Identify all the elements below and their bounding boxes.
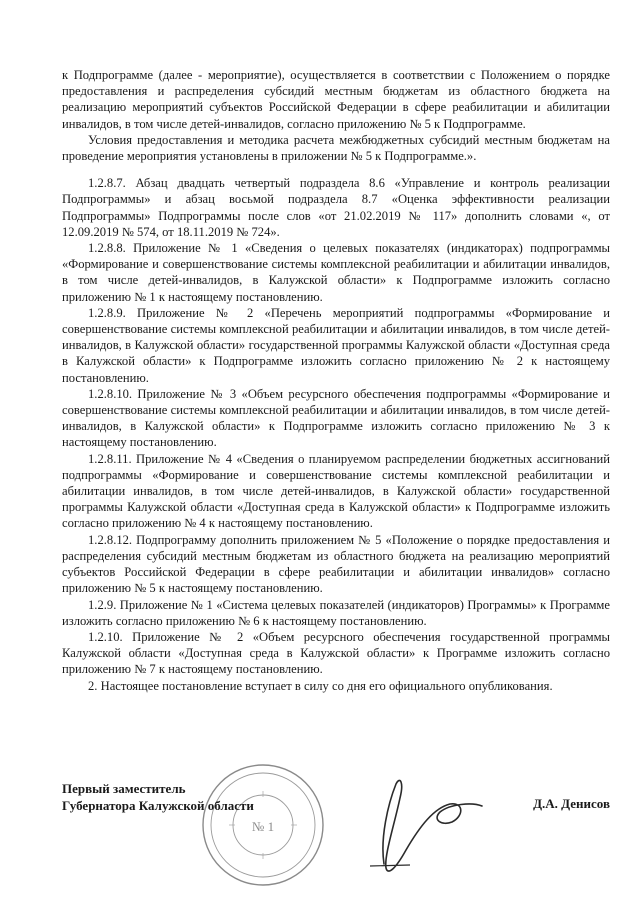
signatory-title-line-1: Первый заместитель xyxy=(62,781,186,796)
paragraph-1-2-8-12: 1.2.8.12. Подпрограмму дополнить приложением № 5 «Положение о порядке предоставления и распределения субсидий местным бюджетам из областного бюджета на реализацию мероприятий субъектов Российской Федерации в сфере реабилитации и абилитации инвалидов» согласно приложению № 5 к настоящему постановлению. xyxy=(62,532,610,596)
paragraph-continuation: к Подпрограмме (далее - мероприятие), осуществляется в соответствии с Положением о порядке предоставления и распределения субсидий местным бюджетам из областного бюджета на реализацию мероприятий субъектов Российской Федерации в сфере реабилитации и абилитации инвалидов, в том числе детей-инвалидов, согласно приложению № 5 к Подпрограмме. xyxy=(62,68,610,131)
paragraph-1-2-8-8: 1.2.8.8. Приложение № 1 «Сведения о целевых показателях (индикаторах) подпрограммы «Формирование и совершенствование системы комплексной реабилитации и абилитации инвалидов, в том числе детей-инвалидов, в Калужской области» к Подпрограмме изложить согласно приложению № 1 к настоящему постановлению. xyxy=(62,241,610,304)
svg-text:№ 1: № 1 xyxy=(251,819,275,834)
signatory-title xyxy=(62,780,254,814)
paragraph-2: 2. Настоящее постановление вступает в силу со дня его официального опубликования. xyxy=(88,678,553,693)
paragraph-1-2-8-9: 1.2.8.9. Приложение № 2 «Перечень мероприятий подпрограммы «Формирование и совершенствование системы комплексной реабилитации и абилитации инвалидов, в том числе детей-инвалидов, в Калужской области» государственной программы Калужской области «Доступная среда в Калужской области» к Подпрограмме изложить согласно приложению № 2 к настоящему постановлению. xyxy=(62,305,610,385)
paragraph-1-2-8-11: 1.2.8.11. Приложение № 4 «Сведения о планируемом распределении бюджетных ассигнований подпрограммы «Формирование и совершенствование системы комплексной реабилитации и абилитации инвалидов, в том числе детей-инвалидов, в Калужской области» государственной программы Калужской области «Доступная среда в Калужской области» к Подпрограмме изложить согласно приложению № 4 к настоящему постановлению. xyxy=(62,451,610,531)
paragraph-1-2-8-10: 1.2.8.10. Приложение № 3 «Объем ресурсного обеспечения подпрограммы «Формирование и совершенствование системы комплексной реабилитации и абилитации инвалидов, в том числе детей-инвалидов, в Калужской области» к Подпрограмме изложить согласно приложению № 3 к настоящему постановлению. xyxy=(62,386,610,450)
paragraph-1-2-9: 1.2.9. Приложение № 1 «Система целевых показателей (индикаторов) Программы» к Программе изложить согласно приложению № 6 к настоящему постановлению. xyxy=(62,597,610,628)
signature-block xyxy=(0,760,640,900)
handwritten-signature-icon xyxy=(350,768,500,878)
signatory-name: Д.А. Денисов xyxy=(533,796,610,811)
paragraph-1-2-10: 1.2.10. Приложение № 2 «Объем ресурсного обеспечения государственной программы Калужской области «Доступная среда в Калужской области» к Программе изложить согласно приложению № 7 к настоящему постановлению. xyxy=(62,629,610,677)
paragraph-1-2-8-7: 1.2.8.7. Абзац двадцать четвертый подраздела 8.6 «Управление и контроль реализации Подпрограммы» и абзац восьмой подраздела 8.7 «Оценка эффективности реализации Подпрограммы» Подпрограммы после слов «от 21.02.2019 № 117» дополнить словами «, от 12.09.2019 № 574, от 18.11.2019 № 724». xyxy=(62,176,610,239)
document-body xyxy=(62,67,610,694)
signatory-title-line-2: Губернатора Калужской области xyxy=(62,798,254,813)
paragraph-conditions: Условия предоставления и методика расчета межбюджетных субсидий местным бюджетам на проведение мероприятия установлены в приложении № 5 к Подпрограмме.». xyxy=(62,132,610,164)
